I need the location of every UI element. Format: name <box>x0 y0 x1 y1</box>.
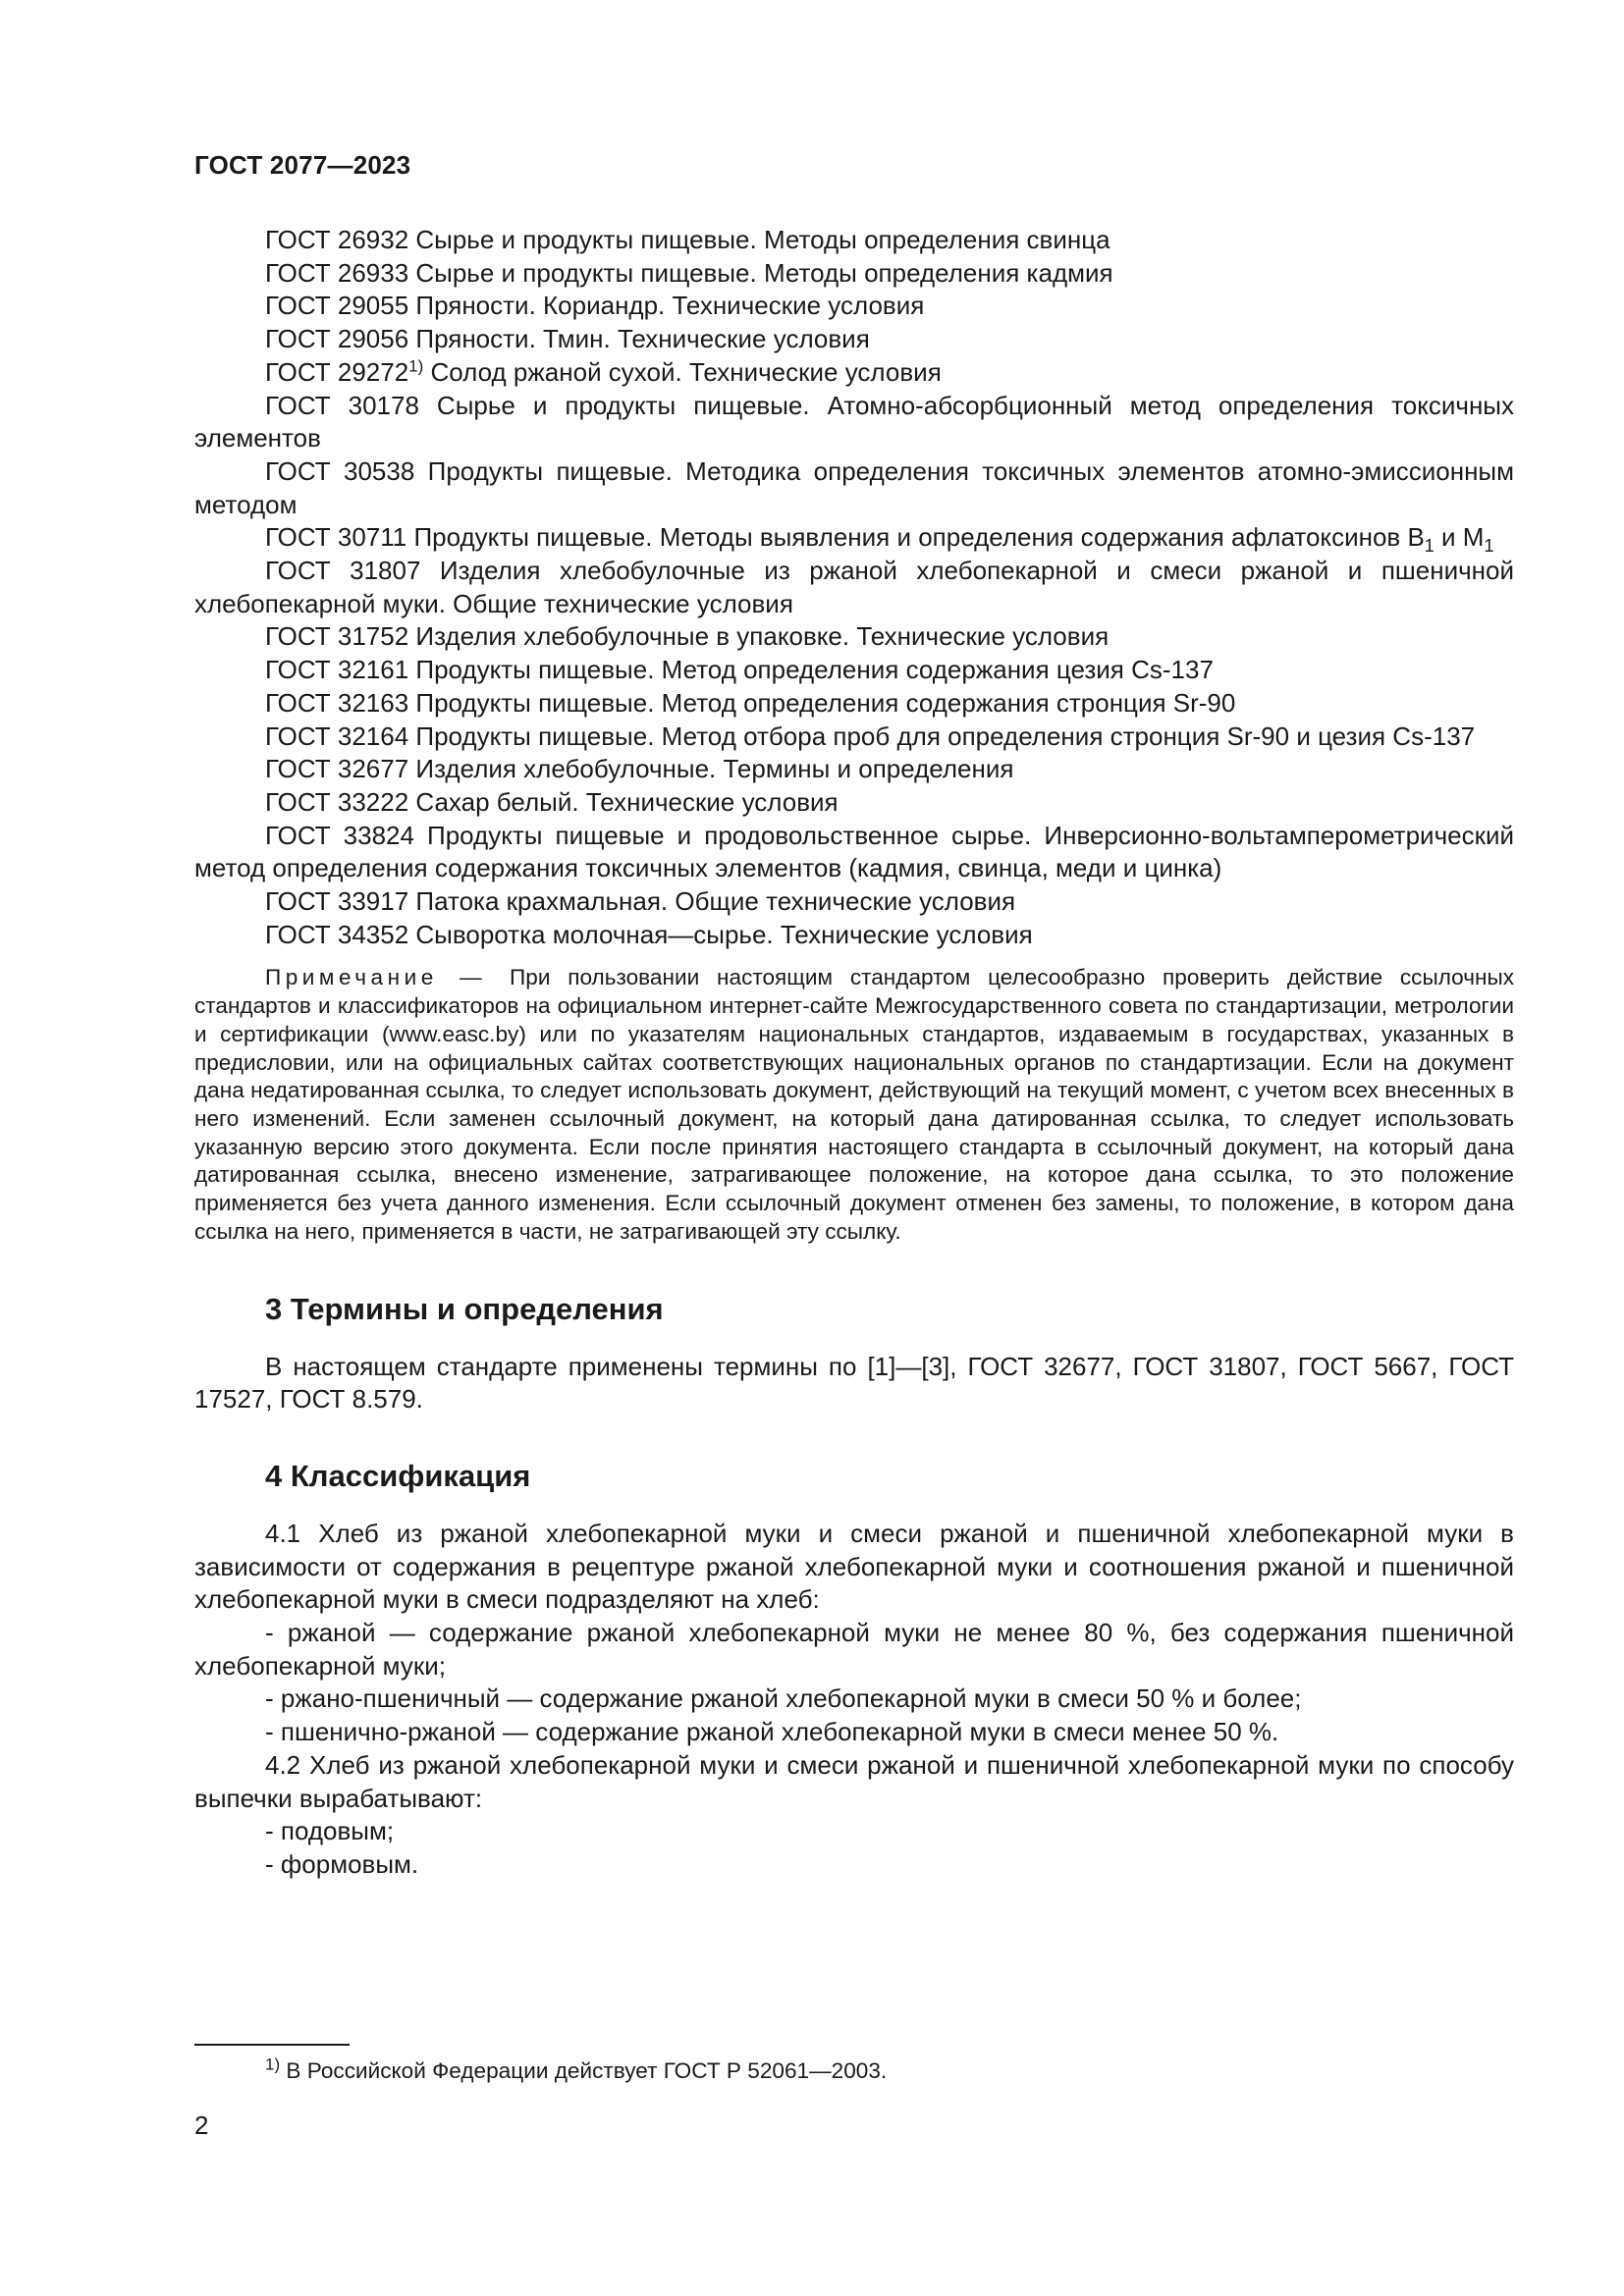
reference-item: ГОСТ 26933 Сырье и продукты пищевые. Методы определения кадмия <box>265 257 1113 288</box>
reference-item: ГОСТ 33824 Продукты пищевые и продовольственное сырье. Инверсионно-вольтамперометрический метод определения содержания токсичных элементов (кадмия, свинца, меди и цинка) <box>194 820 1514 883</box>
reference-item: ГОСТ 32677 Изделия хлебобулочные. Термины и определения <box>265 754 1014 784</box>
reference-item: ГОСТ 29056 Пряности. Тмин. Технические условия <box>265 324 870 354</box>
reference-text: и M <box>1434 522 1485 553</box>
reference-code: ГОСТ 29272 <box>265 356 409 387</box>
list-item: - подовым; <box>265 1816 395 1846</box>
footnote-marker: 1) <box>408 356 424 376</box>
section-3-text: В настоящем стандарте применены термины по [1]—[3], ГОСТ 32677, ГОСТ 31807, ГОСТ 5667, ГОСТ 17527, ГОСТ 8.579. <box>194 1351 1514 1415</box>
footnote-divider <box>194 2044 350 2046</box>
reference-text: Солод ржаной сухой. Технические условия <box>423 356 942 387</box>
list-item: - формовым. <box>265 1848 419 1879</box>
reference-item <box>194 521 1514 555</box>
reference-item: ГОСТ 30178 Сырье и продукты пищевые. Атомно-абсорбционный метод определения токсичных элементов <box>194 390 1514 454</box>
reference-item: ГОСТ 31752 Изделия хлебобулочные в упаковке. Технические условия <box>265 621 1110 652</box>
section-3-heading: 3 Термины и определения <box>265 1291 664 1326</box>
reference-item: ГОСТ 34352 Сыворотка молочная—сырье. Технические условия <box>265 919 1033 949</box>
reference-item <box>194 356 1514 390</box>
reference-text: ГОСТ 30711 Продукты пищевые. Методы выявления и определения содержания афлатоксинов B <box>265 522 1425 553</box>
note-text: При пользовании настоящим стандартом целесообразно проверить действие ссылочных стандартов и классификаторов на официальном интернет-сайте Межгосударственного совета по стандартизации, метрологии и сертификации (www.easc.by) или по указателям национальных стандартов, издаваемым в государствах, указанных в предисловии, или на официальных сайтах соответствующих национальных органов по стандартизации. Если на документ дана недатированная ссылка, то следует использовать документ, действующий на текущий момент, с учетом всех внесенных в него изменений. Если заменен ссылочный документ, на который дана датированная ссылка, то следует использовать указанную версию этого документа. Если после принятия настоящего стандарта в ссылочный документ, на который дана датированная ссылка, внесено изменение, затрагивающее положение, на которое дана ссылка, то это положение применяется без учета данного изменения. Если ссылочный документ отменен без замены, то положение, в котором дана ссылка на него, применяется в части, не затрагивающей эту ссылку. <box>194 965 1515 1244</box>
reference-item: ГОСТ 32163 Продукты пищевые. Метод определения содержания стронция Sr-90 <box>265 687 1236 718</box>
note-paragraph <box>194 964 1514 1246</box>
footnote <box>265 2057 887 2085</box>
reference-item: ГОСТ 31807 Изделия хлебобулочные из ржаной хлебопекарной и смеси ржаной и пшеничной хлебопекарной муки. Общие технические условия <box>194 556 1514 618</box>
note-label: Примечание — <box>265 965 487 990</box>
clause-4-1: 4.1 Хлеб из ржаной хлебопекарной муки и смеси ржаной и пшеничной хлебопекарной муки в зависимости от содержания в рецептуре ржаной хлебопекарной муки и соотношения ржаной и пшеничной хлебопекарной муки в смеси подразделяют на хлеб: <box>194 1518 1514 1615</box>
footnote-text: В Российской Федерации действует ГОСТ Р 52061—2003. <box>280 2058 888 2083</box>
section-4-heading: 4 Классификация <box>265 1458 531 1493</box>
reference-item: ГОСТ 33222 Сахар белый. Технические условия <box>265 786 839 817</box>
subscript: 1 <box>1424 536 1435 557</box>
clause-4-2: 4.2 Хлеб из ржаной хлебопекарной муки и смеси ржаной и пшеничной хлебопекарной муки по способу выпечки вырабатывают: <box>194 1749 1514 1813</box>
list-item: - пшенично-ржаной — содержание ржаной хлебопекарной муки в смеси менее 50 %. <box>265 1717 1279 1747</box>
reference-item: ГОСТ 29055 Пряности. Кориандр. Технические условия <box>265 291 925 321</box>
reference-item: ГОСТ 30538 Продукты пищевые. Методика определения токсичных элементов атомно-эмиссионным методом <box>194 455 1514 519</box>
list-item: - ржаной — содержание ржаной хлебопекарной муки не менее 80 %, без содержания пшеничной хлебопекарной муки; <box>194 1618 1514 1681</box>
reference-item: ГОСТ 32161 Продукты пищевые. Метод определения содержания цезия Cs-137 <box>265 655 1214 685</box>
list-item: - ржано-пшеничный — содержание ржаной хлебопекарной муки в смеси 50 % и более; <box>265 1683 1302 1714</box>
subscript: 1 <box>1484 536 1494 557</box>
reference-item: ГОСТ 33917 Патока крахмальная. Общие технические условия <box>265 886 1016 917</box>
reference-item: ГОСТ 26932 Сырье и продукты пищевые. Методы определения свинца <box>265 225 1110 254</box>
footnote-marker: 1) <box>265 2055 281 2074</box>
document-body <box>194 224 1514 1882</box>
reference-item: ГОСТ 32164 Продукты пищевые. Метод отбора проб для определения стронция Sr-90 и цезия Cs-137 <box>265 721 1476 751</box>
document-header: ГОСТ 2077—2023 <box>194 150 411 180</box>
page-number: 2 <box>194 2110 209 2140</box>
